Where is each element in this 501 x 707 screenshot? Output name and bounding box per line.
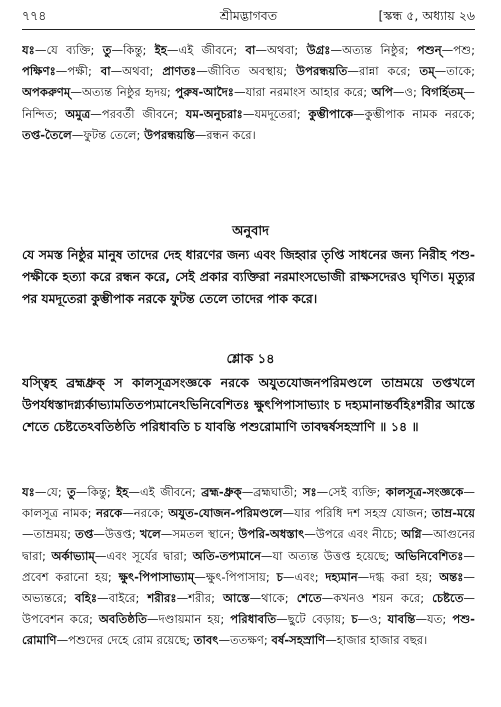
synonym-meaning: রন্ধন করে। bbox=[206, 127, 256, 142]
synonym-meaning: ও; bbox=[369, 612, 388, 627]
synonym-term: উপরন্ধয়তি bbox=[296, 64, 348, 79]
page-number: ৭৭৪ bbox=[22, 8, 47, 23]
synonym-term: চেষ্টতে bbox=[432, 591, 464, 606]
synonym-meaning: যত; bbox=[427, 612, 453, 627]
synonym-meaning: এই জীবনে; bbox=[139, 485, 202, 499]
synonym-term: কালসূত্র-সংজ্ঞকে bbox=[385, 485, 464, 499]
synonym-meaning: ততক্ষণ; bbox=[230, 633, 272, 648]
synonym-term: অপকরুণম্ bbox=[22, 85, 71, 100]
synonym-term: উপরি-অধস্তাৎ bbox=[238, 527, 305, 542]
synonym-term: বহিঃ bbox=[75, 591, 98, 606]
synonym-meaning: যমদূতেরা; bbox=[254, 106, 309, 121]
synonym-meaning: উপবেশন করে; bbox=[22, 612, 99, 627]
synonym-term: তপ্ত bbox=[75, 527, 94, 542]
synonym-meaning: কিন্তু; bbox=[123, 43, 155, 57]
synonym-meaning: ও; bbox=[404, 85, 422, 100]
synonym-meaning: শরীর; bbox=[188, 591, 224, 606]
synonym-meaning: ক্ষুৎ-পিপাসায়; bbox=[205, 569, 277, 584]
synonym-term: তু bbox=[102, 43, 112, 57]
synonym-meaning: যে ব্যক্তি; bbox=[46, 43, 103, 57]
synonym-meaning: প্রবেশ করানো হয়; bbox=[22, 569, 119, 584]
synonym-term: অযুত-যোজন-পরিমণ্ডলে bbox=[168, 506, 283, 521]
synonym-meaning: ব্রহ্মঘাতী; bbox=[253, 485, 303, 499]
synonym-meaning: পক্ষী; bbox=[67, 64, 101, 79]
synonym-term: তপ্ত-তৈলে bbox=[22, 127, 72, 142]
synonym-term: বা bbox=[245, 43, 256, 57]
synonym-term: তাম্র-ময়ে bbox=[431, 506, 475, 521]
translation-text: যে সমস্ত নিষ্ঠুর মানুষ তাদের দেহ ধারণের জন্য এবং জিহ্বার তৃপ্তি সাধনের জন্য নিরীহ পশু-পক্ষীকে হত্যা করে রন্ধন করে, সেই প্রকার ব্যক্তিরা নরমাংসভোজী রাক্ষসদেরও ঘৃণিত। মৃত্যুর পর যমদূতেরা কুম্ভীপাক নরকে ফুটন্ত তেলে তাদের পাক করে। bbox=[22, 247, 475, 306]
synonym-meaning: পশু; bbox=[453, 43, 475, 57]
synonym-meaning: হাজার হাজার বছর। bbox=[336, 633, 428, 648]
word-for-word-synonyms-2: যঃ—যে; তু—কিন্তু; ইহ—এই জীবনে; ব্রহ্ম-ধ্রুক্—ব্রহ্মঘাতী; সঃ—সেই ব্যক্তি; কালসূত্র-সংজ্ঞকে—কালসূত্র নামক; নরকে—নরকে; অযুত-যোজন-পরিমণ্ডলে—যার পরিধি দশ সহস্র যোজন; তাম্র-ময়ে—তাম্রময়; তপ্ত—উত্তপ্ত; খলে—সমতল স্থানে; উপরি-অধস্তাৎ—উপরে এবং নীচে; অগ্নি—আগুনের দ্বারা; অর্কাভ্যাম্—এবং সূর্যের দ্বারা; অতি-তপ্যমানে—যা অত্যন্ত উত্তপ্ত হয়েছে; অভিনিবেশিতঃ—প্রবেশ করানো হয়; ক্ষুৎ-পিপাসাভ্যাম্—ক্ষুৎ-পিপাসায়; চ—এবং; দহ্যমান—দগ্ধ করা হয়; অন্তঃ—অভ্যন্তরে; বহিঃ—বাইরে; শরীরঃ—শরীর; আস্তে—থাকে; শেতে—কখনও শয়ন করে; চেষ্টতে—উপবেশন করে; অবতিষ্ঠতি—দণ্ডায়মান হয়; পরিধাবতি—ছুটে বেড়ায়; চ—ও; যাবন্তি—যত; পশু-রোমাণি—পশুদের দেহে রোম রয়েছে; তাবৎ—ততক্ষণ; বর্ষ-সহস্রাণি—হাজার হাজার বছর। bbox=[22, 485, 475, 648]
synonym-term: দহ্যমান bbox=[325, 569, 358, 584]
synonym-meaning: উত্তপ্ত; bbox=[104, 527, 140, 542]
synonym-term: তাবৎ bbox=[193, 633, 219, 648]
synonym-meaning: দগ্ধ করা হয়; bbox=[369, 569, 440, 584]
synonym-meaning: কালসূত্র নামক; bbox=[22, 506, 97, 521]
word-for-word-synonyms-1: যঃ—যে ব্যক্তি; তু—কিন্তু; ইহ—এই জীবনে; বা—অথবা; উগ্রঃ—অত্যন্ত নিষ্ঠুর; পশুন্—পশু; পক্ষিণঃ—পক্ষী; বা—অথবা; প্রাণতঃ—জীবিত অবস্থায়; উপরন্ধয়তি—রান্না করে; তম্—তাকে; অপকরুণম্—অত্যন্ত নিষ্ঠুর হৃদয়; পুরুষ-আদৈঃ—যারা নরমাংস আহার করে; অপি—ও; বিগর্হিতম্—নিন্দিত; অমুত্র—পরবর্তী জীবনে; যম-অনুচরাঃ—যমদূতেরা; কুম্ভীপাকে—কুম্ভীপাক নামক নরকে; তপ্ত-তৈলে—ফুটন্ত তেলে; উপরন্ধয়ন্তি—রন্ধন করে। bbox=[22, 43, 475, 142]
synonym-term: উপরন্ধয়ন্তি bbox=[144, 127, 195, 142]
synonym-meaning: তাম্রময়; bbox=[33, 527, 76, 542]
synonym-meaning: কখনও শয়ন করে; bbox=[333, 591, 433, 606]
synonym-meaning: অত্যন্ত নিষ্ঠুর হৃদয়; bbox=[81, 85, 176, 100]
synonym-meaning: পরবর্তী জীবনে; bbox=[101, 106, 186, 121]
synonym-term: অর্কাভ্যাম্ bbox=[51, 548, 95, 563]
synonym-meaning: নিন্দিত; bbox=[22, 106, 66, 121]
synonym-term: প্রাণতঃ bbox=[162, 64, 197, 79]
synonym-term: যম-অনুচরাঃ bbox=[185, 106, 243, 121]
synonym-term: অভিনিবেশিতঃ bbox=[394, 548, 464, 563]
synonym-meaning: বাইরে; bbox=[108, 591, 148, 606]
synonym-meaning: যার পরিধি দশ সহস্র যোজন; bbox=[294, 506, 432, 521]
synonym-meaning: জীবিত অবস্থায়; bbox=[207, 64, 297, 79]
synonym-term: ব্রহ্ম-ধ্রুক্ bbox=[201, 485, 242, 499]
synonym-term: তু bbox=[67, 485, 76, 499]
synonym-term: যাবন্তি bbox=[387, 612, 416, 627]
synonym-meaning: অথবা; bbox=[266, 43, 307, 57]
synonym-term: অমুত্র bbox=[65, 106, 91, 121]
synonym-term: পশু-রোমাণি bbox=[22, 612, 475, 648]
synonym-meaning: কিন্তু; bbox=[87, 485, 117, 499]
synonym-meaning: ছুটে বেড়ায়; bbox=[287, 612, 352, 627]
verse-heading: শ্লোক ১৪ bbox=[226, 352, 275, 367]
book-title: শ্রীমদ্ভাগবত bbox=[219, 8, 278, 23]
synonym-meaning: অথবা; bbox=[122, 64, 163, 79]
synonym-term: পশুন্ bbox=[416, 43, 442, 57]
synonym-term: কুম্ভীপাকে bbox=[308, 106, 354, 121]
synonym-meaning: রান্না করে; bbox=[358, 64, 420, 79]
synonym-meaning: দণ্ডায়মান হয়; bbox=[158, 612, 231, 627]
synonym-term: ইহ bbox=[154, 43, 167, 57]
synonym-term: অপি bbox=[371, 85, 393, 100]
synonym-term: খলে bbox=[139, 527, 161, 542]
synonym-meaning: তাকে; bbox=[446, 64, 475, 79]
synonym-meaning: যারা নরমাংস আহার করে; bbox=[245, 85, 372, 100]
synonym-term: অবতিষ্ঠতি bbox=[98, 612, 147, 627]
synonym-term: পুরুষ-আদৈঃ bbox=[175, 85, 234, 100]
chapter-reference: [স্কন্ধ ৫, অধ্যায় ২৬ bbox=[378, 8, 475, 23]
synonym-term: ইহ bbox=[116, 485, 129, 499]
synonym-meaning: এই জীবনে; bbox=[178, 43, 246, 57]
synonym-meaning: সমতল স্থানে; bbox=[172, 527, 239, 542]
synonym-term: বা bbox=[100, 64, 111, 79]
synonym-term: উগ্রঃ bbox=[306, 43, 331, 57]
synonym-term: অগ্নি bbox=[401, 527, 422, 542]
translation-heading: অনুবাদ bbox=[232, 224, 269, 239]
synonym-term: নরকে bbox=[96, 506, 123, 521]
synonym-meaning: উপরে এবং নীচে; bbox=[315, 527, 402, 542]
synonym-meaning: অত্যন্ত নিষ্ঠুর; bbox=[342, 43, 417, 57]
synonym-term: বর্ষ-সহস্রাণি bbox=[271, 633, 326, 648]
synonym-meaning: এবং; bbox=[294, 569, 326, 584]
synonym-meaning: এবং সূর্যের দ্বারা; bbox=[106, 548, 193, 563]
synonym-meaning: থাকে; bbox=[261, 591, 297, 606]
synonym-meaning: যে; bbox=[46, 485, 68, 499]
header-rule bbox=[22, 29, 475, 30]
synonym-meaning: যা অত্যন্ত উত্তপ্ত হয়েছে; bbox=[272, 548, 395, 563]
synonym-term: যঃ bbox=[22, 43, 35, 57]
synonym-meaning: পশুদের দেহে রোম রয়েছে; bbox=[68, 633, 194, 648]
synonym-term: পক্ষিণঃ bbox=[22, 64, 56, 79]
synonym-meaning: কুম্ভীপাক নামক নরকে; bbox=[364, 106, 475, 121]
synonym-term: সঃ bbox=[302, 485, 317, 499]
synonym-meaning: ফুটন্ত তেলে; bbox=[83, 127, 145, 142]
synonym-meaning: সেই ব্যক্তি; bbox=[328, 485, 386, 499]
synonym-term: চ bbox=[276, 569, 283, 584]
synonym-meaning: নরকে; bbox=[133, 506, 169, 521]
sanskrit-verse: যস্ত্বিহ ব্রহ্মধ্রুক্ স কালসূত্রসংজ্ঞকে নরকে অযুতযোজনপরিমণ্ডলে তাম্রময়ে তপ্তখলে উপর্যধস্তাদগ্ন্যর্কাভ্যামতিতপ্যমানেঽভিনিবেশিতঃ ক্ষুৎপিপাসাভ্যাং চ দহ্যমানান্তর্বহিঃশরীর আস্তে শেতে চেষ্টতেঽবতিষ্ঠতি পরিধাবতি চ যাবন্তি পশুরোমাণি তাবদ্বর্ষসহস্রাণি ॥ ১৪ ॥ bbox=[22, 375, 475, 434]
synonym-meaning: অভ্যন্তরে; bbox=[22, 591, 75, 606]
synonym-term: বিগর্হিতম্ bbox=[421, 85, 464, 100]
synonym-term: অতি-তপ্যমানে bbox=[192, 548, 261, 563]
synonym-term: আস্তে bbox=[223, 591, 250, 606]
synonym-meaning: আগুনের দ্বারা; bbox=[22, 527, 475, 563]
synonym-term: ক্ষুৎ-পিপাসাভ্যাম্ bbox=[118, 569, 195, 584]
synonym-term: তম্ bbox=[419, 64, 435, 79]
synonym-term: শেতে bbox=[296, 591, 322, 606]
synonym-term: পরিধাবতি bbox=[230, 612, 277, 627]
synonym-term: শরীরঃ bbox=[147, 591, 177, 606]
synonym-term: যঃ bbox=[22, 485, 35, 499]
synonym-term: অন্তঃ bbox=[439, 569, 464, 584]
synonym-term: চ bbox=[351, 612, 358, 627]
